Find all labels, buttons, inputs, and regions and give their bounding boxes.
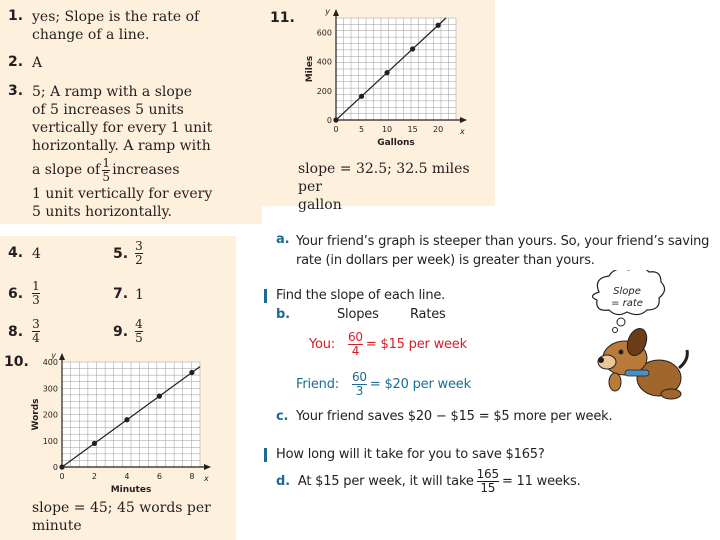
answer-11-text [298, 160, 493, 214]
x-axis-symbol: x [460, 127, 465, 136]
words-minutes-graph [20, 350, 220, 496]
part-text: At $15 per week, it will take [297, 474, 474, 489]
y-tick-label: 400 [42, 358, 58, 367]
data-point [59, 464, 64, 469]
thought-bubble [592, 270, 664, 333]
answer-number: 11. [270, 10, 295, 26]
answer-text-line: slope = 32.5; 32.5 miles per [298, 161, 470, 195]
fraction: 165 15 [476, 467, 499, 495]
fraction: 1 3 [32, 279, 40, 307]
y-tick-label: 100 [42, 436, 58, 446]
fraction: 3 2 [135, 239, 143, 267]
part-letter: c. [276, 409, 289, 424]
bullet-marker [264, 289, 267, 303]
x-axis-symbol: x [204, 474, 209, 483]
answer-number: 7. [113, 286, 129, 302]
prompt-how-long: How long will it take for you to save $165? [276, 447, 545, 462]
y-axis-symbol: y [325, 8, 330, 16]
y-tick-label: 600 [316, 28, 332, 38]
fraction: $\frac{1}{5}$ [102, 155, 111, 184]
row-label: Friend: [296, 377, 339, 392]
row-result: = $15 per week [365, 337, 467, 352]
fraction: 60 4 [348, 330, 363, 358]
answer-text-line: vertically for every 1 unit [32, 120, 213, 136]
answer-text-line: 5; A ramp with a slope [32, 84, 193, 100]
answer-number: 2. [8, 54, 24, 70]
answer-10-text [32, 499, 232, 535]
bubble-text: = rate [611, 298, 643, 309]
answer-text: A [32, 55, 43, 71]
x-tick-label: 8 [189, 472, 195, 481]
answer-text-line: minute [32, 518, 82, 534]
x-tick-label: 15 [407, 125, 418, 134]
y-tick-label: 200 [316, 86, 332, 96]
answer-number: 3. [8, 83, 24, 99]
fraction: 60 3 [351, 370, 367, 398]
answer-text: 1 [135, 287, 144, 303]
dog-illustration [585, 270, 695, 402]
data-point [92, 441, 97, 446]
part-letter: b. [276, 307, 290, 322]
answer-number: 1. [8, 8, 24, 24]
data-point [124, 417, 129, 422]
data-point [189, 370, 194, 375]
prompt-find-slope: Find the slope of each line. [276, 288, 446, 303]
row-label: You: [309, 337, 335, 352]
miles-gallons-graph [294, 8, 490, 152]
answer-number: 6. [8, 286, 24, 302]
x-tick-label: 0 [59, 472, 65, 481]
part-text: = 11 weeks. [501, 474, 581, 489]
x-axis-arrow [460, 117, 467, 123]
x-tick-label: 5 [358, 125, 365, 134]
y-tick-label: 400 [316, 57, 332, 67]
x-tick-label: 0 [333, 125, 339, 134]
bubble-text: Slope [613, 286, 641, 297]
answer-text-line: change of a line. [32, 27, 150, 43]
answer-number: 4. [8, 245, 24, 261]
answer-text: 4 [32, 246, 41, 262]
fraction: 3 4 [32, 317, 40, 345]
part-letter: d. [276, 474, 290, 489]
x-tick-label: 10 [381, 125, 393, 134]
x-axis-label: Minutes [110, 485, 152, 495]
answer-text-line: 1 unit vertically for every [32, 186, 213, 202]
data-point [410, 46, 415, 51]
answer-text-line: yes; Slope is the rate of [32, 9, 200, 25]
answer-number: 10. [4, 354, 29, 370]
column-header-slopes: Slopes [337, 307, 379, 322]
part-text: Your friend saves $20 − $15 = $5 more per week. [296, 409, 613, 424]
data-point [436, 23, 441, 28]
y-axis-arrow [333, 9, 339, 16]
data-point [359, 94, 364, 99]
answer-text-line: a slope of [32, 162, 101, 178]
answer-text-line: of 5 increases 5 units [32, 102, 184, 118]
data-point [157, 394, 162, 399]
answer-text-line: gallon [298, 197, 342, 213]
part-d [276, 468, 581, 495]
y-axis-arrow [59, 353, 65, 360]
answer-number: 5. [113, 246, 129, 262]
column-header-rates: Rates [410, 307, 446, 322]
y-tick-label: 0 [52, 463, 58, 472]
part-text-line: Your friend’s graph is steeper than yours. So, your friend’s saving [296, 234, 710, 249]
y-axis-label: Words [31, 398, 41, 431]
data-point [384, 70, 389, 75]
answer-text-line: 5 units horizontally. [32, 204, 172, 220]
row-result: = $20 per week [369, 377, 471, 392]
answer-number: 8. [8, 324, 24, 340]
part-letter: a. [276, 232, 290, 247]
answer-text-line: horizontally. A ramp with [32, 138, 211, 154]
answer-text-line: increases [112, 162, 180, 178]
y-tick-label: 200 [42, 410, 58, 420]
x-axis-arrow [204, 464, 211, 470]
fraction: 4 5 [135, 317, 143, 345]
answer-number: 9. [113, 324, 129, 340]
y-axis-symbol: y [51, 351, 56, 360]
part-text-line: rate (in dollars per week) is greater than yours. [296, 253, 595, 268]
y-tick-label: 300 [42, 384, 58, 394]
x-axis-label: Gallons [377, 138, 415, 148]
your-rate-row [309, 331, 467, 358]
x-tick-label: 2 [91, 472, 98, 481]
data-point [333, 117, 338, 122]
x-tick-label: 20 [433, 125, 444, 134]
y-axis-label: Miles [305, 55, 315, 83]
x-tick-label: 6 [156, 472, 162, 481]
x-tick-label: 4 [124, 472, 130, 481]
friend-rate-row [296, 371, 471, 398]
dog-icon [598, 326, 687, 399]
y-tick-label: 0 [326, 116, 332, 125]
bullet-marker [264, 448, 267, 462]
answer-text-line: slope = 45; 45 words per [32, 500, 211, 516]
